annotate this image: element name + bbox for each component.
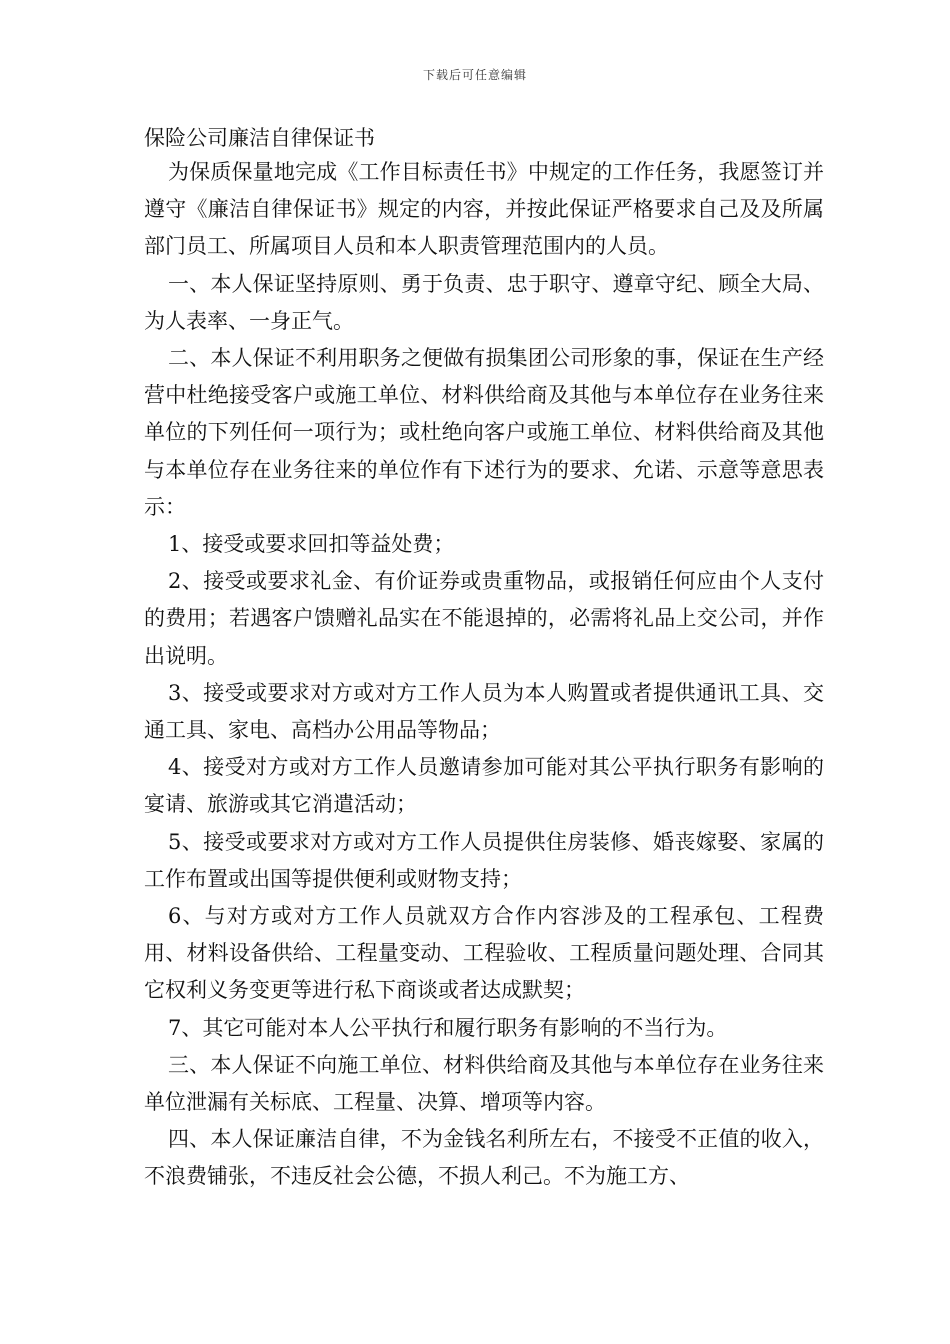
page-header: 下载后可任意编辑	[422, 68, 527, 82]
document-body	[144, 154, 824, 1196]
list-item-6: 6、与对方或对方工作人员就双方合作内容涉及的工程承包、工程费用、材料设备供给、工程量变动、工程验收、工程质量问题处理、合同其它权利义务变更等进行私下商谈或者达成默契；	[144, 904, 824, 1003]
list-item-3: 3、接受或要求对方或对方工作人员为本人购置或者提供通讯工具、交通工具、家电、高档办公用品等物品；	[144, 680, 824, 743]
document-title: 保险公司廉洁自律保证书	[144, 126, 375, 150]
paragraph-clause-4: 四、本人保证廉洁自律，不为金钱名利所左右，不接受不正值的收入，不浪费铺张，不违反社会公德，不损人利己。不为施工方、	[144, 1127, 824, 1189]
paragraph-clause-3: 三、本人保证不向施工单位、材料供给商及其他与本单位存在业务往来单位泄漏有关标底、工程量、决算、增项等内容。	[144, 1052, 824, 1115]
list-item-5: 5、接受或要求对方或对方工作人员提供住房装修、婚丧嫁娶、家属的工作布置或出国等提供便利或财物支持；	[144, 829, 824, 891]
list-item-1: 1、接受或要求回扣等益处费；	[168, 532, 455, 557]
paragraph-clause-2: 二、本人保证不利用职务之便做有损集团公司形象的事，保证在生产经营中杜绝接受客户或施工单位、材料供给商及其他与本单位存在业务往来单位的下列任何一项行为；或杜绝向客户或施工单位、材料供给商及其他与本单位存在业务往来的单位作有下述行为的要求、允诺、示意等意思表示：	[144, 346, 824, 519]
list-item-2: 2、接受或要求礼金、有价证券或贵重物品，或报销任何应由个人支付的费用；若遇客户馈赠礼品实在不能退掉的，必需将礼品上交公司，并作出说明。	[144, 569, 824, 668]
paragraph-intro: 为保质保量地完成《工作目标责任书》中规定的工作任务，我愿签订并遵守《廉洁自律保证书》规定的内容，并按此保证严格要求自己及及所属部门员工、所属项目人员和本人职责管理范围内的人员。	[144, 160, 824, 259]
paragraph-clause-1: 一、本人保证坚持原则、勇于负责、忠于职守、遵章守纪、顾全大局、为人表率、一身正气。	[144, 271, 824, 333]
list-item-7: 7、其它可能对本人公平执行和履行职务有影响的不当行为。	[168, 1015, 728, 1040]
list-item-4: 4、接受对方或对方工作人员邀请参加可能对其公平执行职务有影响的宴请、旅游或其它消遣活动；	[144, 755, 824, 817]
